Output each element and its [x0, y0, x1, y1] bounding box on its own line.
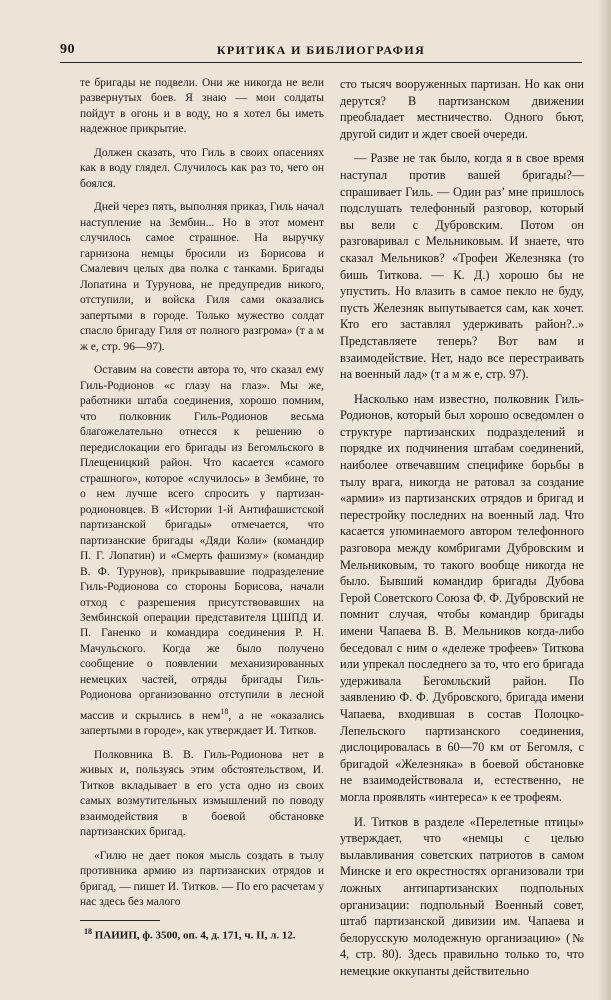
footnote-reference: 18 — [220, 706, 229, 716]
page-edge-shadow — [597, 0, 611, 1000]
paragraph-text: Оставим на совести автора то, что сказал ему Гиль-Родионов «с глазу на глаз». Мы же, работники штаба соединения, хорошо помним, что полковник Гиль-Родионов весьма благожелательно отнесся к решению о передислокации его бригады из Бегомльского в Плещеницкий район. Что касается «самого страшного», которое «случилось» в Зембине, то о нем лучше всего спросить у партизан-родионовцев. В «Истории 1-й Антифашистской партизанской бригады» отмечается, что партизанские бригады «Дяди Коли» (командир П. Г. Лопатин) и «Смерть фашизму» (командир В. Ф. Турунов), прикрывавшие подразделение Гиль-Родионова со стороны Борисова, начали отход с разрешения присутствовавших на Зембинской операции представителя ЦШПД И. П. Ганенко и командира соединения Р. Н. Мачульского. Когда же было получено сообщение о появлении механизированных немецких частей, отряды бригады Гиль-Родионова организованно отступили в лесной массив и скрылись в нем — [80, 364, 324, 722]
footnote-divider — [80, 920, 160, 921]
paragraph: Насколько нам известно, полковник Гиль-Родионов, который был хорошо осведомлен о структуре партизанских подразделений и порядке их подчинения штабам соединений, наиболее отвечавшим специфике борьбы в тылу врага, никогда не ратовал за создание «армии» из партизанских отрядов и бригад и перестройку последних на военный лад. Что касается упоминаемого автором телефонного разговора между комбригами Дубровским и Мельниковым, то такого вообще никогда не было. Бывший командир бригады Дубова Герой Советского Союза Ф. Ф. Дубровский не помнит случая, чтобы командир бригады имени Чапаева В. В. Мельников когда-либо беседовал с ним о «дележе трофеев» Титкова или упрекал последнего за то, что его бригада удерживала Бегомльский район. По заявлению Ф. Ф. Дубровского, бригада имени Чапаева, входившая в состав Полоцко-Лепельского партизанского соединения, дислоцировалась в 60—70 км от Бегомля, с бригадой «Железняка» в боевой обстановке не взаимодействовала и, естественно, не могла проявлять «интереса» к ее трофеям. — [340, 391, 584, 804]
paragraph: «Гилю не дает покоя мысль создать в тылу противника армию из партизанских отрядов и бригад, — пишет И. Титков. — По его расчетам у нас здесь без малого — [80, 849, 324, 909]
page-number: 90 — [60, 42, 75, 57]
paragraph: Дней через пять, выполняя приказ, Гиль начал наступление на Зембин... Но в этот момент случилось самое страшное. На выручку гарнизона немцы бросили из Борисова и Смалевич целых два полка с танками. Бригады Лопатина и Турунова, не предупредив никого, отступили, и войска Гиля сами оказались запертыми в городе. Только мужество солдат спасло бригаду Гиля от полного разгрома» (т а м ж е, стр. 96—97). — [80, 201, 324, 353]
footnote — [84, 925, 324, 943]
footnote-marker: 18 — [84, 927, 92, 936]
paragraph-text: , а не «оказались запертыми в городе», как утверждает И. Титков. — [80, 709, 324, 738]
paragraph: И. Титков в разделе «Перелетные птицы» утверждает, что «немцы с целью вылавливания советских патриотов в самом Минске и его окрестностях организовали три ложных антипартизанских подпольных организации: подпольный Военный совет, штаб партизанской дивизии им. Чапаева и белорусскую молодежную организацию» (№ 4, стр. 80). Здесь правильно только то, что немецкие оккупанты действительно — [340, 814, 584, 978]
right-column — [340, 76, 584, 979]
footnote-text: ПАИИП, ф. 3500, оп. 4, д. 171, ч. II, л. 12. — [92, 929, 296, 942]
paragraph: Полковника В. В. Гиль-Родионова нет в живых и, пользуясь этим обстоятельством, И. Титков вкладывает в его уста одно из своих самых возмутительных измышлений по поводу взаимодействия в боевой обстановке партизанских бригад. — [80, 748, 324, 839]
left-column — [80, 76, 324, 911]
running-title: КРИТИКА И БИБЛИОГРАФИЯ — [216, 43, 426, 57]
paragraph: Должен сказать, что Гиль в своих опасениях как в воду глядел. Случилось как раз то, чего он боялся. — [80, 146, 324, 190]
paragraph: сто тысяч вооруженных партизан. Но как они дерутся? В партизанском движении преобладает местничество. Одного бьют, другой сидит и ждет своей очереди. — [340, 77, 584, 141]
paragraph: — Разве не так было, когда я в свое время наступал против вашей бригады?— спрашивает Гиль. — Один раз’ мне пришлось подслушать телефонный разговор, который вы вели с Дубровским. Потом он разговаривал с Мельниковым. И знаете, что сказал Мельников? «Трофеи Железняка (то бишь Титкова. — К. Д.) хорошо бы не упустить. Но влазить в самое пекло не буду, пусть Железняк выпутывается сам, как хочет. Кто его заставлял удерживать район?..» Представляете теперь? Вот вам и взаимодействие. Нет, надо все перестраивать на военный лад» (т а м ж е, стр. 97). — [340, 151, 584, 382]
paragraph: те бригады не подвели. Они же никогда не вели развернутых боев. Я знаю — мои солдаты пойдут в огонь и в воду, но я хотел бы иметь надежное прикрытие. — [80, 77, 324, 136]
page-header — [60, 40, 582, 63]
paragraph — [80, 363, 324, 739]
